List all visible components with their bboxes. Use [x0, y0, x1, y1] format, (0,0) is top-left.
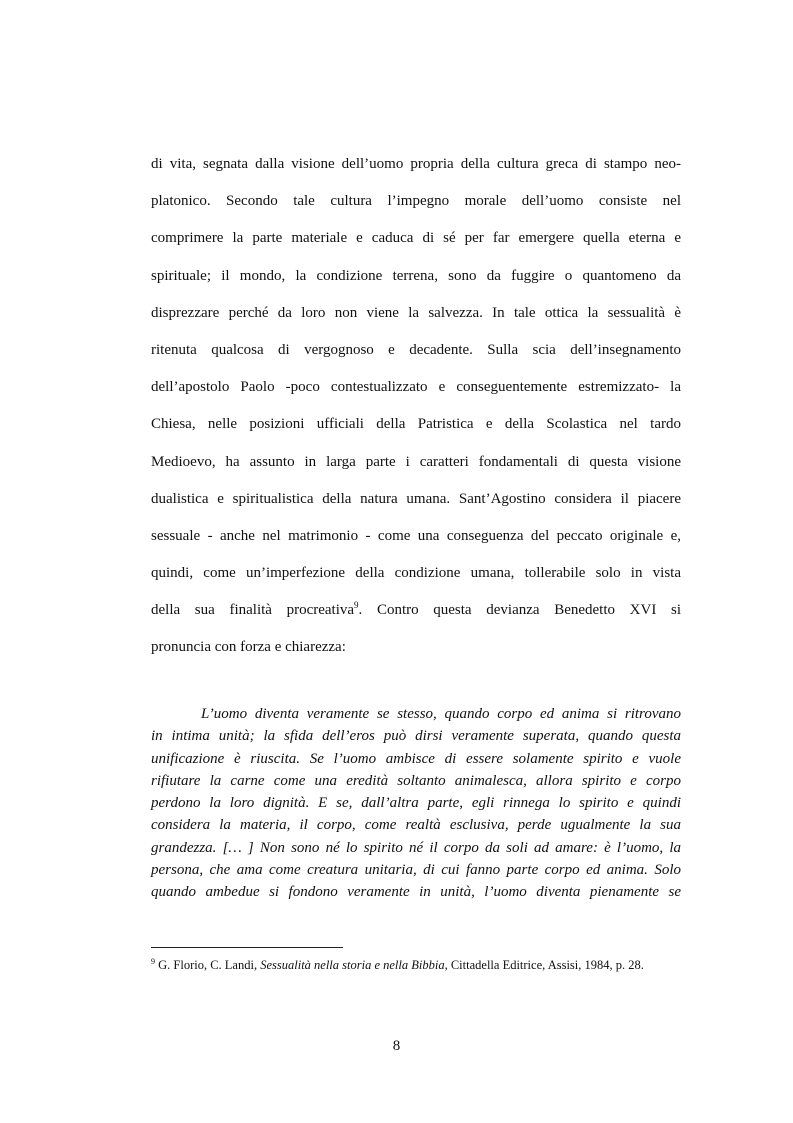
- quote-line: grandezza. [… ] Non sono né lo spirito né il corpo da soli ad amare: è l’uomo, la: [151, 839, 681, 856]
- quote-line: persona, che ama come creatura unitaria, di cui fanno parte corpo ed anima. Solo: [151, 862, 681, 879]
- body-paragraph: [151, 146, 681, 667]
- page-number: 8: [392, 1038, 401, 1054]
- body-line: comprimere la parte materiale e caduca di sé per far emergere quella eterna e: [151, 230, 681, 247]
- body-line: Medioevo, ha assunto in larga parte i caratteri fondamentali di questa visione: [151, 453, 681, 470]
- body-line: ritenuta qualcosa di vergognoso e decadente. Sulla scia dell’insegnamento: [151, 341, 681, 358]
- quote-line: unificazione è riuscita. Se l’uomo ambisce di essere solamente spirito e vuole: [151, 750, 681, 767]
- body-line: disprezzare perché da loro non viene la salvezza. In tale ottica la sessualità è: [151, 304, 681, 321]
- footnote-number: 9: [151, 957, 155, 966]
- body-line: [151, 592, 681, 629]
- quote-line: rifiutare la carne come una eredità soltanto animalesca, allora spirito e corpo: [151, 772, 681, 789]
- body-line-text: della sua finalità procreativa: [151, 602, 355, 619]
- footnote: [151, 954, 691, 973]
- footnote-divider: [151, 947, 343, 948]
- quote-line: quando ambedue si fondono veramente in unità, l’uomo diventa pienamente se: [151, 884, 681, 901]
- body-line: di vita, segnata dalla visione dell’uomo propria della cultura greca di stampo neo-: [151, 156, 681, 172]
- body-line: dell’apostolo Paolo -poco contestualizzato e conseguentemente estremizzato- la: [151, 379, 681, 396]
- body-line: spirituale; il mondo, la condizione terrena, sono da fuggire o quantomeno da: [151, 267, 681, 284]
- footnote-publication: , Cittadella Editrice, Assisi, 1984, p. 28.: [444, 958, 644, 973]
- body-line: sessuale - anche nel matrimonio - come una conseguenza del peccato originale e,: [151, 527, 681, 544]
- body-line: Chiesa, nelle posizioni ufficiali della Patristica e della Scolastica nel tardo: [151, 416, 681, 433]
- quote-line: perdono la loro dignità. E se, dall’altra parte, egli rinnega lo spirito e quindi: [151, 795, 681, 812]
- body-line: quindi, come un’imperfezione della condizione umana, tollerabile solo in vista: [151, 565, 681, 582]
- quote-line: L’uomo diventa veramente se stesso, quando corpo ed anima si ritrovano: [201, 706, 681, 722]
- body-line-text: . Contro questa devianza Benedetto XVI si: [358, 602, 681, 619]
- body-line: pronuncia con forza e chiarezza:: [151, 639, 346, 656]
- body-line: dualistica e spiritualistica della natura umana. Sant’Agostino considera il piacere: [151, 490, 681, 507]
- footnote-authors: G. Florio, C. Landi,: [155, 958, 261, 973]
- body-line: platonico. Secondo tale cultura l’impegno morale dell’uomo consiste nel: [151, 193, 681, 210]
- quote-line: considera la materia, il corpo, come realtà esclusiva, perde ugualmente la sua: [151, 817, 681, 834]
- block-quote: [151, 703, 681, 904]
- quote-line: in intima unità; la sfida dell’eros può dirsi veramente superata, quando questa: [151, 728, 681, 745]
- footnote-reference[interactable]: 9: [354, 600, 359, 611]
- footnote-title: Sessualità nella storia e nella Bibbia: [260, 958, 445, 973]
